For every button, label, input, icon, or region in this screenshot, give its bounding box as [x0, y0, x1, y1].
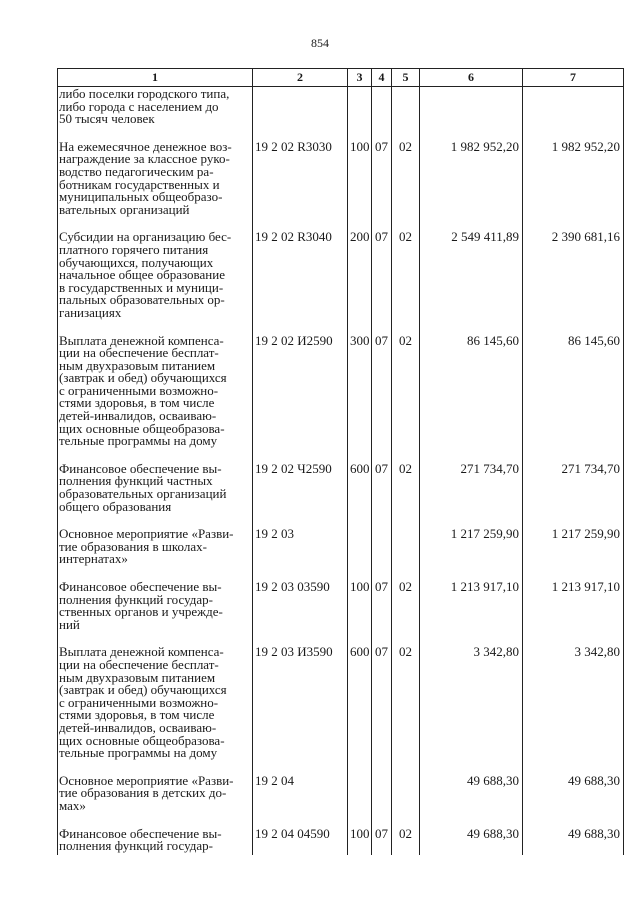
row-col5 — [392, 87, 420, 141]
row-col5: 02 — [392, 646, 420, 774]
row-col5: 02 — [392, 463, 420, 528]
row-col6-amount — [420, 87, 523, 141]
row-col6-amount: 271 734,70 — [420, 463, 523, 528]
row-col5 — [392, 775, 420, 828]
row-col3 — [348, 87, 372, 141]
table-row — [58, 581, 624, 646]
row-name: Финансовое обеспечение вы- полнения функций государ- ственных органов и учрежде- ний — [58, 581, 253, 646]
row-code: 19 2 02 R3040 — [253, 231, 348, 334]
row-col3: 600 — [348, 646, 372, 774]
row-col6-amount: 49 688,30 — [420, 775, 523, 828]
row-col4: 07 — [372, 646, 392, 774]
row-code: 19 2 03 И3590 — [253, 646, 348, 774]
row-code: 19 2 03 — [253, 528, 348, 581]
row-name: Финансовое обеспечение вы- полнения функций частных образовательных организаций общего образования — [58, 463, 253, 528]
row-col6-amount: 2 549 411,89 — [420, 231, 523, 334]
row-col6-amount: 1 213 917,10 — [420, 581, 523, 646]
row-col4: 07 — [372, 581, 392, 646]
row-code: 19 2 04 04590 — [253, 828, 348, 855]
row-col6-amount: 3 342,80 — [420, 646, 523, 774]
budget-table — [57, 68, 624, 855]
row-name: Выплата денежной компенса- ции на обеспечение бесплат- ным двухразовым питанием (завтрак и обед) обучающихся с ограниченными возможно- стями здоровья, в том числе детей-инвалидов, осваиваю- щих основные общеобразова- тельные программы на дому — [58, 646, 253, 774]
row-name: Выплата денежной компенса- ции на обеспечение бесплат- ным двухразовым питанием (завтрак и обед) обучающихся с ограниченными возможно- стями здоровья, в том числе детей-инвалидов, осваиваю- щих основные общеобразова- тельные программы на дому — [58, 335, 253, 463]
header-col-4: 4 — [372, 69, 392, 87]
row-name: Субсидии на организацию бес- платного горячего питания обучающихся, получающих начальное общее образование в государственных и муници- пальных образовательных ор- ганизациях — [58, 231, 253, 334]
row-col4: 07 — [372, 141, 392, 232]
row-col3: 200 — [348, 231, 372, 334]
row-col7-amount: 3 342,80 — [523, 646, 624, 774]
row-col3 — [348, 775, 372, 828]
row-code — [253, 87, 348, 141]
row-name: либо поселки городского типа, либо города с населением до 50 тысяч человек — [58, 87, 253, 141]
row-col5: 02 — [392, 141, 420, 232]
row-col3: 600 — [348, 463, 372, 528]
row-col5: 02 — [392, 581, 420, 646]
row-col3: 100 — [348, 581, 372, 646]
header-col-1: 1 — [58, 69, 253, 87]
row-name: На ежемесячное денежное воз- награждение за классное руко- водство педагогическим ра- ботникам государственных и муниципальных общеобразо- вательных организаций — [58, 141, 253, 232]
row-col7-amount — [523, 87, 624, 141]
row-col7-amount: 2 390 681,16 — [523, 231, 624, 334]
row-code: 19 2 03 03590 — [253, 581, 348, 646]
row-col3 — [348, 528, 372, 581]
row-col5 — [392, 528, 420, 581]
row-col7-amount: 86 145,60 — [523, 335, 624, 463]
table-row — [58, 87, 624, 141]
header-col-6: 6 — [420, 69, 523, 87]
row-name: Финансовое обеспечение вы- полнения функций государ- — [58, 828, 253, 855]
row-col4: 07 — [372, 335, 392, 463]
row-col7-amount: 271 734,70 — [523, 463, 624, 528]
row-col3: 100 — [348, 141, 372, 232]
header-col-2: 2 — [253, 69, 348, 87]
row-code: 19 2 02 Ч2590 — [253, 463, 348, 528]
header-col-5: 5 — [392, 69, 420, 87]
table-body — [58, 87, 624, 855]
row-name: Основное мероприятие «Разви- тие образования в школах- интернатах» — [58, 528, 253, 581]
row-code: 19 2 04 — [253, 775, 348, 828]
row-col4: 07 — [372, 828, 392, 855]
header-col-3: 3 — [348, 69, 372, 87]
row-col5: 02 — [392, 828, 420, 855]
row-col7-amount: 1 982 952,20 — [523, 141, 624, 232]
row-col5: 02 — [392, 335, 420, 463]
row-code: 19 2 02 R3030 — [253, 141, 348, 232]
table-row — [58, 528, 624, 581]
table-row — [58, 141, 624, 232]
row-col6-amount: 86 145,60 — [420, 335, 523, 463]
row-name: Основное мероприятие «Разви- тие образования в детских до- мах» — [58, 775, 253, 828]
table-row — [58, 463, 624, 528]
table-row — [58, 775, 624, 828]
table-row — [58, 646, 624, 774]
row-col3: 300 — [348, 335, 372, 463]
row-col6-amount: 1 982 952,20 — [420, 141, 523, 232]
row-col4 — [372, 775, 392, 828]
row-col3: 100 — [348, 828, 372, 855]
table-row — [58, 231, 624, 334]
row-col4: 07 — [372, 463, 392, 528]
row-col5: 02 — [392, 231, 420, 334]
header-col-7: 7 — [523, 69, 624, 87]
row-col7-amount: 49 688,30 — [523, 828, 624, 855]
row-col4 — [372, 528, 392, 581]
row-col7-amount: 49 688,30 — [523, 775, 624, 828]
header-row — [58, 69, 624, 87]
row-col6-amount: 1 217 259,90 — [420, 528, 523, 581]
row-col7-amount: 1 213 917,10 — [523, 581, 624, 646]
table-row — [58, 828, 624, 855]
row-col4: 07 — [372, 231, 392, 334]
row-col6-amount: 49 688,30 — [420, 828, 523, 855]
row-col7-amount: 1 217 259,90 — [523, 528, 624, 581]
page-number: 854 — [311, 36, 329, 50]
table-row — [58, 335, 624, 463]
row-col4 — [372, 87, 392, 141]
row-code: 19 2 02 И2590 — [253, 335, 348, 463]
